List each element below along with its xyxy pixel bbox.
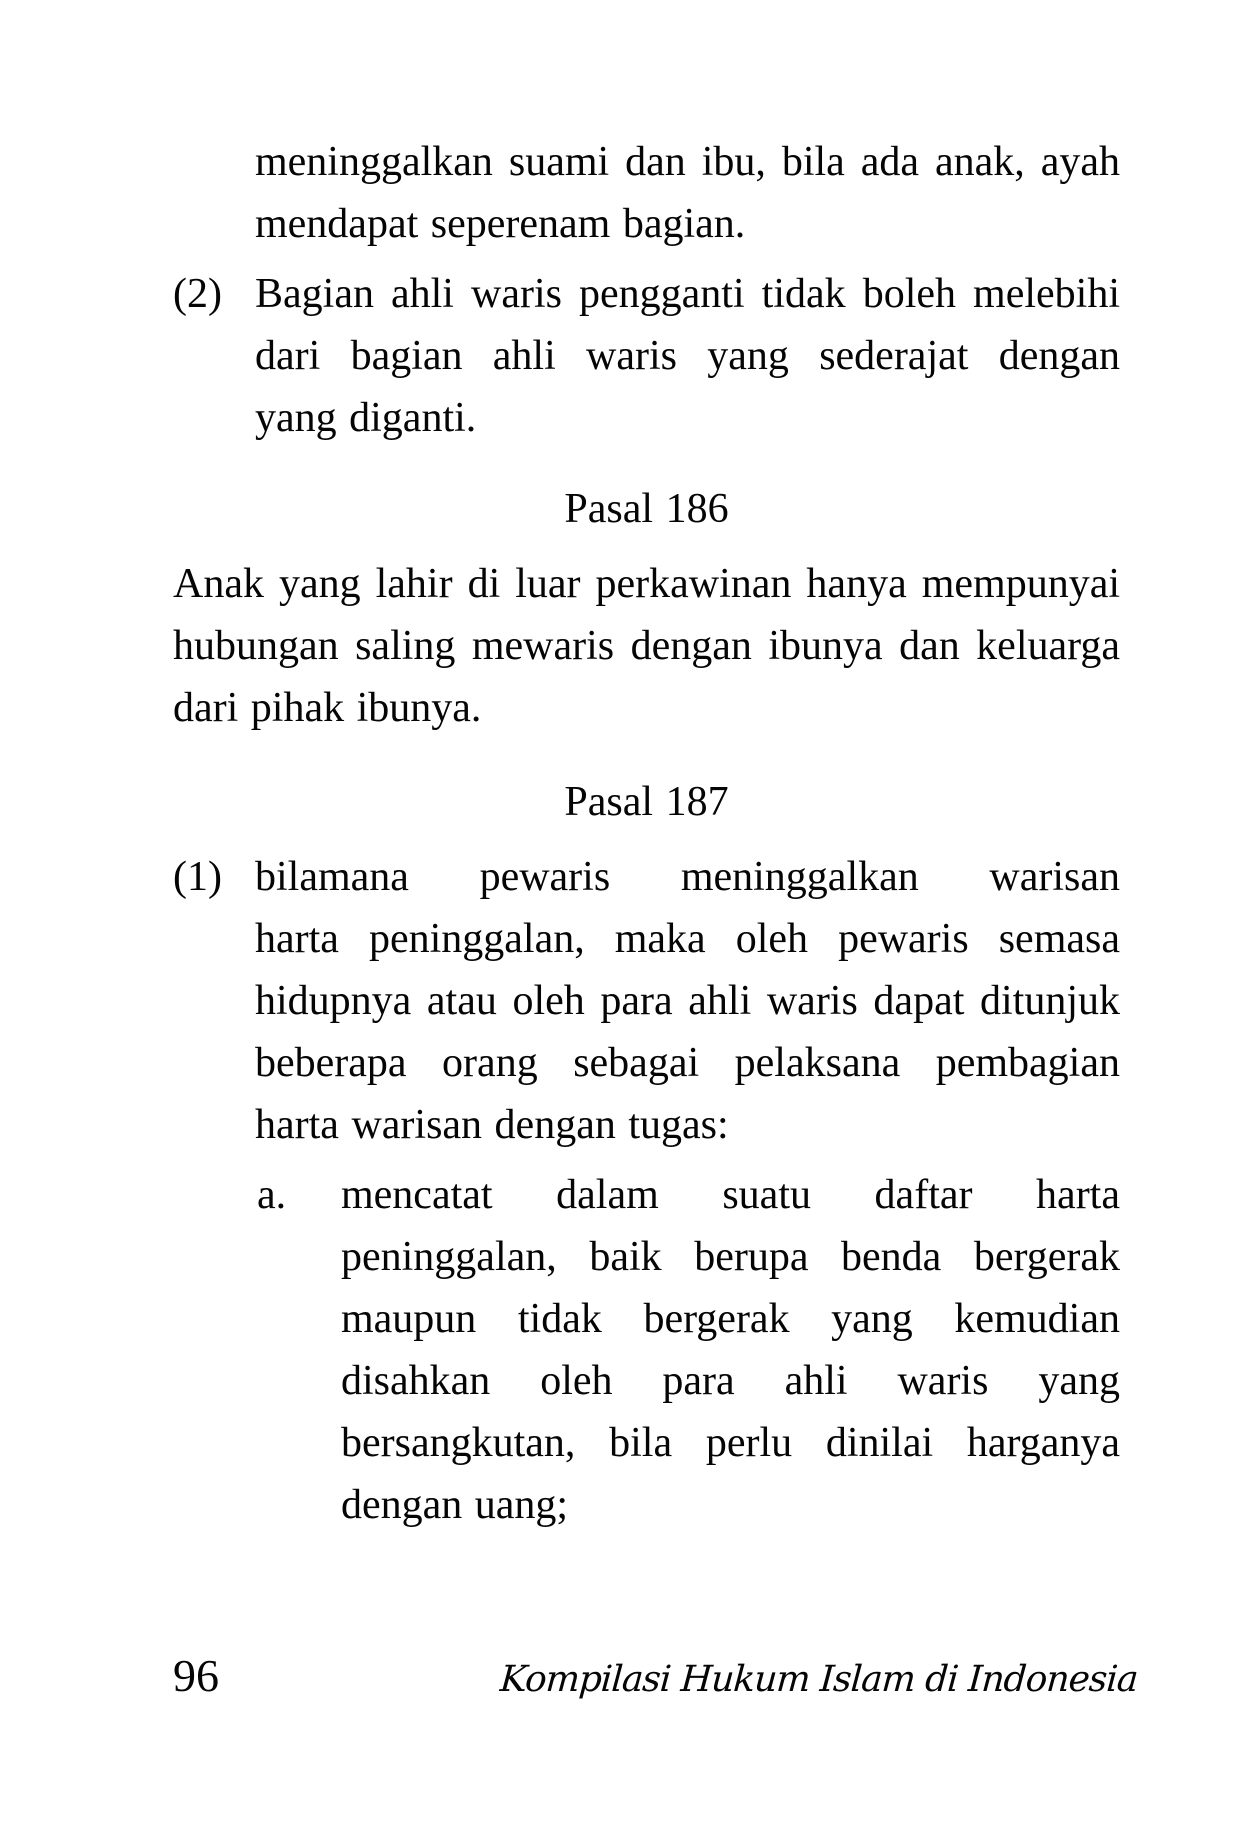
text-line: hubungan saling mewaris dengan ibunya dan keluarga	[173, 623, 1120, 669]
text-line: yang diganti.	[255, 395, 477, 441]
text-line: bersangkutan, bila perlu dinilai harganya	[341, 1420, 1120, 1466]
text-line: mencatat dalam suatu daftar harta	[341, 1172, 1120, 1218]
page-footer	[173, 1645, 1139, 1711]
text-line: peninggalan, baik berupa benda bergerak	[341, 1234, 1120, 1280]
text-line: dengan uang;	[341, 1482, 569, 1528]
text-line: mendapat seperenam bagian.	[255, 201, 746, 247]
text-line: dari bagian ahli waris yang sederajat dengan	[255, 333, 1120, 379]
text-line: Bagian ahli waris pengganti tidak boleh melebihi	[255, 271, 1120, 317]
running-title: Kompilasi Hukum Islam di Indonesia	[498, 1659, 1139, 1700]
text-line: dari pihak ibunya.	[173, 685, 482, 731]
text-line: bilamana pewaris meninggalkan warisan	[255, 854, 1120, 900]
clause-1-marker: (1)	[173, 854, 222, 900]
pasal-186-body	[173, 553, 1120, 739]
text-line: harta warisan dengan tugas:	[255, 1102, 729, 1148]
clause-2-marker: (2)	[173, 271, 222, 317]
text-line: Anak yang lahir di luar perkawinan hanya mempunyai	[173, 561, 1120, 607]
text-line: meninggalkan suami dan ibu, bila ada anak, ayah	[255, 139, 1120, 185]
text-line: hidupnya atau oleh para ahli waris dapat ditunjuk	[255, 978, 1120, 1024]
pasal-186-heading: Pasal 186	[564, 486, 729, 532]
pasal-187-heading: Pasal 187	[564, 779, 729, 825]
pasal-187-clause-1	[173, 846, 1120, 1156]
page-number: 96	[173, 1650, 219, 1701]
text-line: maupun tidak bergerak yang kemudian	[341, 1296, 1120, 1342]
text-line: beberapa orang sebagai pelaksana pembagian	[255, 1040, 1120, 1086]
text-line: harta peninggalan, maka oleh pewaris semasa	[255, 916, 1120, 962]
sub-a-marker: a.	[257, 1172, 287, 1218]
clause-1-continuation	[173, 131, 1120, 255]
clause-2	[173, 263, 1120, 449]
text-line: disahkan oleh para ahli waris yang	[341, 1358, 1120, 1404]
pasal-187-clause-1-sub-a	[173, 1164, 1120, 1536]
